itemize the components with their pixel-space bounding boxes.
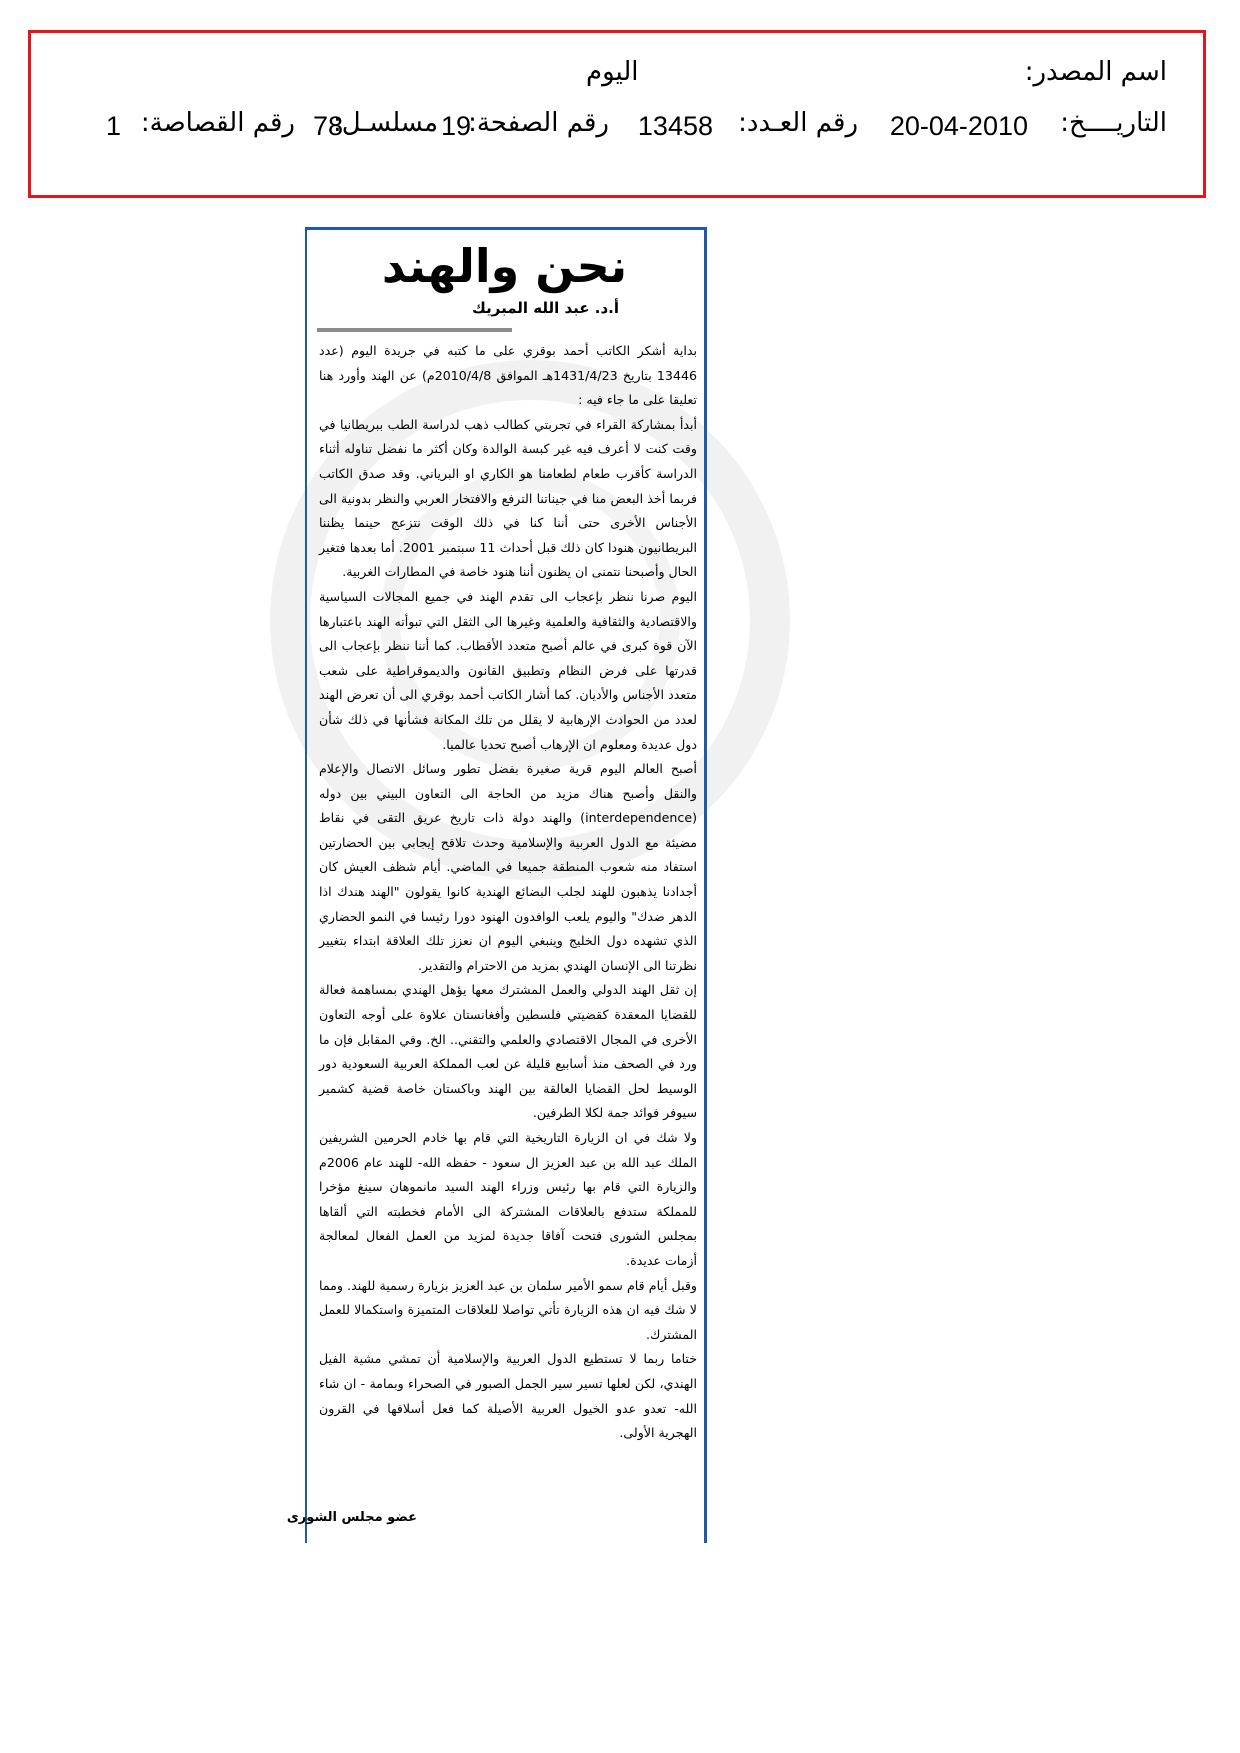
serial-value: 78: [312, 111, 343, 141]
source-value: اليوم: [586, 57, 639, 87]
date-value: 20-04-2010: [889, 111, 1028, 141]
article-paragraph: اليوم صرنا ننظر بإعجاب الى تقدم الهند في جميع المجالات السياسية والاقتصادية والثقافية والعلمية وغيرها الى الثقل التي تبوأته الهند باعتبارها الآن قوة كبرى في عالم أصبح متعدد الأقطاب. كما أننا ننظر بإعجاب الى قدرتها على فرض النظام وتطبيق القانون والديموقراطية على شعب متعدد الأجناس والأديان. كما أشار الكاتب أحمد بوقري الى أن تعرض الهند لعدد من الحوادث الإرهابية لا يقلل من تلك المكانة فشأنها في ذلك شأن دول عديدة ومعلوم ان الإرهاب أصبح تحديا عالميا.: [319, 588, 697, 752]
article-paragraph: وقبل أيام قام سمو الأمير سلمان بن عبد العزيز بزيارة رسمية للهند. ومما لا شك فيه ان هذه الزيارة تأتي تواصلا للعلاقات المتميزة واستكمالا للعمل المشترك.: [319, 1277, 697, 1342]
article-paragraph: إن ثقل الهند الدولي والعمل المشترك معها يؤهل الهندي بمساهمة فعالة للقضايا المعقدة كقضيتي فلسطين وأفغانستان علاوة على أوجه التعاون الأخرى في المجال الاقتصادي والعلمي والتقني.. الخ. وفي المقابل فإن ما ورد في الصحف منذ أسابيع قليلة عن لعب المملكة العربية السعودية دور الوسيط لحل القضايا العالقة بين الهند وباكستان خاصة قضية كشمير سيوفر فوائد جمة لكلا الطرفين.: [319, 982, 697, 1121]
article-author: أ.د. عبد الله المبريك: [472, 299, 619, 317]
serial-label: مسلسـل:: [333, 108, 438, 138]
issue-label: رقم العـدد:: [738, 108, 858, 138]
article-clipping: [286, 227, 707, 1543]
column-left-rule: [305, 227, 307, 1543]
source-label: اسم المصدر:: [1024, 57, 1167, 87]
page-value: 19: [440, 111, 471, 141]
source-info-box: [28, 30, 1206, 198]
page-label: رقم الصفحة:: [468, 108, 609, 138]
article-paragraph: ولا شك في ان الزيارة التاريخية التي قام بها خادم الحرمين الشريفين الملك عبد الله بن عبد العزيز ال سعود - حفظه الله- للهند عام 2006م والزيارة التي قام بها رئيس وزراء الهند السيد مانموهان سينغ مؤخرا للمملكة ستدفع بالعلاقات المشتركة الى الأمام فخطبته التي ألقاها بمجلس الشورى فتحت آفاقا جديدة لمزيد من العمل الفعال لمعالجة أزمات عديدة.: [319, 1130, 697, 1268]
byline-rule: [317, 328, 512, 332]
article-body: [319, 339, 697, 1446]
article-paragraph: أبدأ بمشاركة القراء في تجربتي كطالب ذهب لدراسة الطب ببريطانيا في وقت كنت لا أعرف فيه غير كبسة الوالدة وكان أكثر ما نفضل تناوله أثناء الدراسة كأقرب طعام لطعامنا هو الكاري او البرياني. وقد صدق الكاتب فربما أخذ البعض منا في جيناتنا الترفع والافتخار العربي والنظر بدونية الى الأجناس الأخرى حتى أننا كنا في ذلك الوقت نتزعج حينما يظننا البريطانيون هنودا كان ذلك قبل أحداث 11 سبتمبر 2001. أما بعدها فتغير الحال وأصبحنا نتمنى ان يظنون أننا هنود خاصة في المطارات الغربية.: [319, 416, 697, 580]
article-title: نحن والهند: [381, 239, 628, 293]
article-paragraph: ختاما ربما لا تستطيع الدول العربية والإسلامية أن تمشي مشية الفيل الهندي، لكن لعلها تسير سير الجمل الصبور في الصحراء وبمامة - ان شاء الله- تعدو عدو الخيول العربية الأصيلة كما فعل أسلافها في القرون الهجرية الأولى.: [319, 1351, 697, 1441]
date-label: التاريــــخ:: [1060, 108, 1167, 138]
column-top-rule: [305, 227, 707, 230]
clip-label: رقم القصاصة:: [140, 108, 295, 138]
clip-value: 1: [105, 111, 121, 141]
article-paragraph: أصبح العالم اليوم قرية صغيرة بفضل تطور وسائل الاتصال والإعلام والنقل وأصبح هناك مزيد من الحاجة الى التعاون البيني بين دوله (interdependence) والهند دولة ذات تاريخ عريق التقى في نقاط مضيئة مع الدول العربية والإسلامية وحدث تلاقح إيجابي بين الحضارتين استفاد منه شعوب المنطقة جميعا في الماضي. أيام شظف العيش كان أجدادنا يذهبون للهند لجلب البضائع الهندية كانوا يقولون "الهند هندك اذا الدهر ضدك" واليوم يلعب الوافدون الهنود دورا رئيسا في النمو الحضاري الذي تشهده دول الخليج وينبغي اليوم ان نعزز تلك العلاقة ابتداء بتغيير نظرتنا الى الإنسان الهندي بمزيد من الاحترام والتقدير.: [319, 761, 697, 973]
author-title: عضو مجلس الشورى: [286, 1510, 417, 1525]
issue-value: 13458: [637, 111, 713, 141]
article-paragraph: بداية أشكر الكاتب أحمد بوقري على ما كتبه في جريدة اليوم (عدد 13446 بتاريخ 1431/4/23هـ الموافق 2010/4/8م) عن الهند وأورد هنا تعليقا على ما جاء فيه :: [319, 343, 697, 408]
